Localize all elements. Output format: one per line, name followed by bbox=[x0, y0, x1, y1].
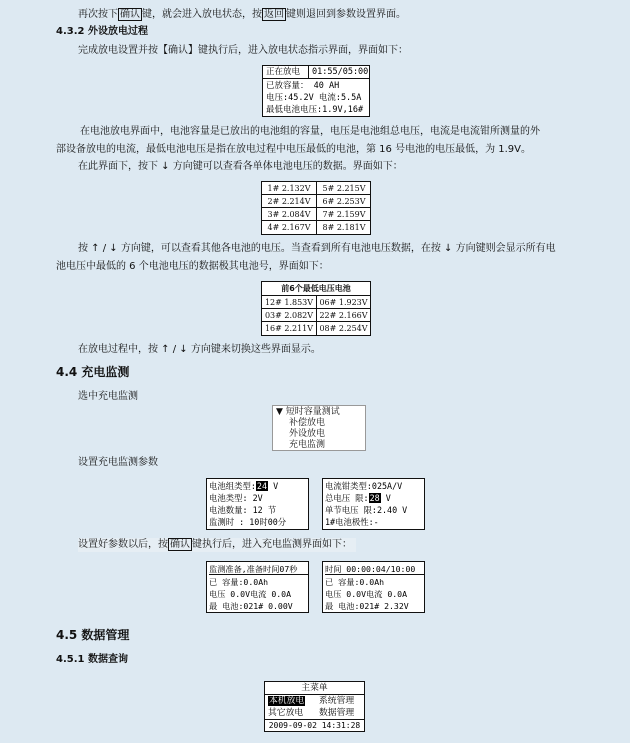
menu-item-compensate[interactable]: 补偿放电 bbox=[289, 418, 326, 428]
para-confirm bbox=[78, 538, 356, 552]
capacity: 已 容量:0.0Ah bbox=[209, 577, 269, 587]
table-cell: 8# 2.181V bbox=[322, 223, 366, 232]
prepare-status: 监测准备,准备时间07秒 bbox=[209, 563, 308, 575]
section-4-5-title: 4.5 数据管理 bbox=[56, 628, 130, 642]
table-cell: 2# 2.214V bbox=[262, 195, 317, 208]
lowest-six-table bbox=[261, 281, 371, 336]
main-menu-screen bbox=[264, 681, 365, 732]
para-select: 选中充电监测 bbox=[78, 391, 138, 402]
menu-item-local-discharge[interactable]: 本机放电 bbox=[269, 696, 305, 706]
table-cell: 16# 2.211V bbox=[262, 322, 317, 335]
voltage-current: 电压 0.0V电流 0.0A bbox=[209, 589, 292, 599]
para-set-charge: 设置充电监测参数 bbox=[78, 457, 158, 468]
datetime-readout: 2009-09-02 14:31:28 bbox=[265, 719, 364, 732]
function-menu bbox=[272, 405, 366, 451]
monitor-screen-1 bbox=[206, 561, 309, 613]
para-explain-1: 在电池放电界面中，电池容量是已放出的电池组的容量，电压是电池组总电压，电流是电流钳所测量的外 bbox=[80, 126, 540, 137]
text: 键执行后，进入充电监测界面如下： bbox=[192, 539, 352, 550]
battery-type: 电池类型: 2V bbox=[209, 493, 263, 503]
table-cell: 06# 1.923V bbox=[317, 296, 370, 309]
para-nav-2: 池电压中最低的 6 个电池电压的数据极其电池号，界面如下： bbox=[56, 261, 329, 272]
text: 键，就会进入放电状态，按 bbox=[142, 9, 262, 20]
menu-item-data-manage[interactable]: 数据管理 bbox=[319, 708, 355, 718]
menu-item-other-discharge[interactable]: 其它放电 bbox=[268, 708, 304, 718]
section-4-4-title: 4.4 充电监测 bbox=[56, 365, 130, 379]
status-label: 正在放电 bbox=[266, 67, 301, 77]
table-cell: 6# 2.253V bbox=[317, 195, 371, 208]
cell-voltage-table bbox=[261, 181, 371, 235]
battery-count: 电池数量: 12 节 bbox=[209, 505, 277, 515]
confirm-key: 确认 bbox=[120, 9, 140, 20]
discharge-screen bbox=[262, 65, 370, 117]
section-4-3-2-title: 4.3.2 外设放电过程 bbox=[56, 26, 148, 37]
table-cell: 22# 2.166V bbox=[317, 309, 370, 322]
table-cell: 4# 2.167V bbox=[262, 221, 317, 234]
menu-item-charge-monitor[interactable]: 充电监测 bbox=[289, 440, 326, 450]
lowest-cell: 最 电池:021# 2.32V bbox=[325, 601, 409, 611]
text: 再次按下 bbox=[78, 9, 118, 20]
para-explain-3: 在此界面下，按下 ↓ 方向键可以查看各单体电池电压的数据。界面如下： bbox=[78, 161, 403, 172]
para-intro: 完成放电设置并按【确认】键执行后，进入放电状态指示界面，界面如下： bbox=[78, 45, 408, 56]
text: 键则退回到参数设置界面。 bbox=[286, 9, 406, 20]
total-voltage-value[interactable]: 28 bbox=[369, 493, 380, 503]
param-label: 电池组类型: bbox=[209, 481, 256, 491]
para-nav-1: 按 ↑ / ↓ 方向键，可以查看其他各电池的电压。当查看到所有电池电压数据，在按 ↓ 方向键则会显示所有电 bbox=[78, 243, 556, 254]
min-voltage-readout: 最低电池电压:1.9V,16# bbox=[266, 105, 364, 115]
unit: V bbox=[385, 493, 391, 503]
unit: V bbox=[273, 481, 279, 491]
confirm-key: 确认 bbox=[170, 539, 190, 550]
lowest-cell: 最 电池:021# 0.00V bbox=[209, 601, 293, 611]
return-key: 返回 bbox=[264, 9, 284, 20]
para-return bbox=[78, 8, 406, 22]
table-cell: 1# 2.132V bbox=[262, 182, 317, 195]
menu-item-system[interactable]: 系统管理 bbox=[319, 696, 355, 706]
param-screen-1 bbox=[206, 478, 309, 530]
menu-title: 主菜单 bbox=[265, 682, 364, 695]
cell-voltage-limit: 单节电压 限:2.40 V bbox=[325, 505, 408, 515]
monitor-screen-2 bbox=[322, 561, 425, 613]
polarity: 1#电池极性:- bbox=[325, 517, 379, 527]
table-cell: 7# 2.159V bbox=[317, 208, 371, 221]
text: 设置好参数以后，按 bbox=[78, 539, 168, 550]
menu-item-short-capacity[interactable]: ▼ 短时容量测试 bbox=[276, 407, 340, 417]
capacity: 已 容量:0.0Ah bbox=[325, 577, 385, 587]
voltage-current-readout: 电压:45.2V 电流:5.5A bbox=[266, 93, 362, 103]
table-title: 前6个最低电压电池 bbox=[262, 282, 370, 296]
monitor-time: 监测时 : 10时00分 bbox=[209, 517, 287, 527]
menu-item-external[interactable]: 外设放电 bbox=[289, 429, 326, 439]
clamp-type: 电流钳类型:025A/V bbox=[325, 481, 403, 491]
param-label: 总电压 限: bbox=[325, 493, 369, 503]
param-screen-2 bbox=[322, 478, 425, 530]
capacity-readout: 已放容量： 40 AH bbox=[266, 81, 340, 91]
voltage-current: 电压 0.0V电流 0.0A bbox=[325, 589, 408, 599]
time-status: 时间 00:00:04/10:00 bbox=[325, 563, 424, 575]
para-explain-2: 部设备放电的电流，最低电池电压是指在放电过程中电压最低的电池，第 16 号电池的电压最低，为 1.9V。 bbox=[56, 144, 532, 155]
table-cell: 03# 2.082V bbox=[262, 309, 317, 322]
para-switch: 在放电过程中，按 ↑ / ↓ 方向键来切换这些界面显示。 bbox=[78, 344, 321, 355]
time-readout: 01:55/05:00 bbox=[312, 67, 369, 77]
table-cell: 3# 2.084V bbox=[262, 208, 317, 221]
table-cell: 12# 1.853V bbox=[262, 296, 317, 309]
battery-group-value[interactable]: 24 bbox=[256, 481, 268, 491]
section-4-5-1-title: 4.5.1 数据查询 bbox=[56, 654, 128, 665]
table-cell: 5# 2.215V bbox=[317, 182, 371, 195]
table-cell: 08# 2.254V bbox=[319, 324, 368, 333]
